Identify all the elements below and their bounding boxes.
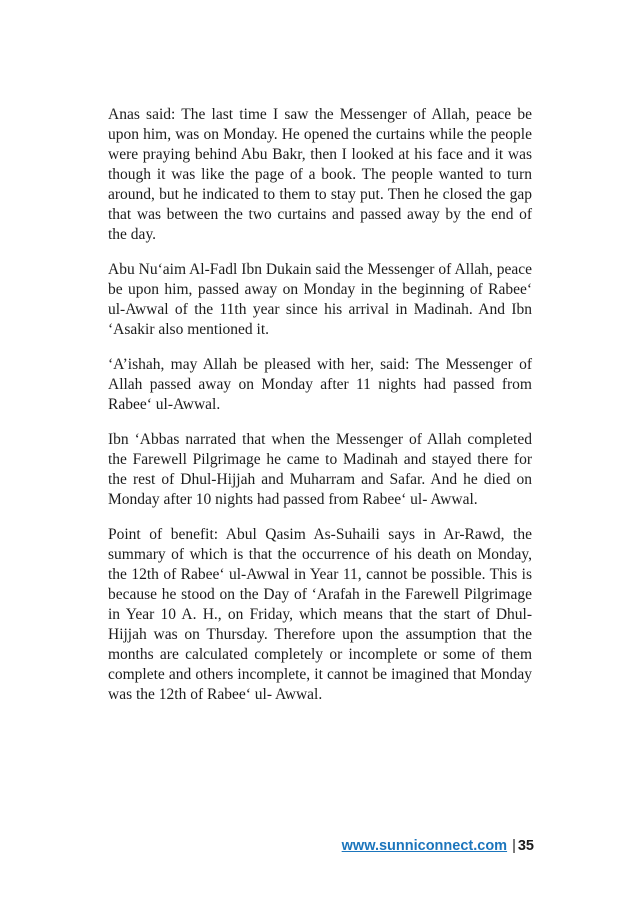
page-number: 35 [517, 838, 534, 854]
paragraph: Ibn ‘Abbas narrated that when the Messenger of Allah completed the Farewell Pilgrimage he came to Madinah and stayed there for the rest of Dhul-Hijjah and Muharram and Safar. And he died on Monday after 10 nights had passed from Rabee‘ ul- Awwal. [108, 431, 532, 508]
paragraph: Point of benefit: Abul Qasim As-Suhaili says in Ar-Rawd, the summary of which is that the occurrence of his death on Monday, the 12th of Rabee‘ ul-Awwal in Year 11, cannot be possible. This is because he stood on the Day of ‘Arafah in the Farewell Pilgrimage in Year 10 A. H., on Friday, which means that the start of Dhul- Hijjah was on Thursday. Therefore upon the assumption that the months are calculated completely or incomplete or some of them complete and others incomplete, it cannot be imagined that Monday was the 12th of Rabee‘ ul- Awwal. [108, 526, 532, 703]
page-footer [342, 838, 534, 854]
paragraph: ‘A’ishah, may Allah be pleased with her, said: The Messenger of Allah passed away on Monday after 11 nights had passed from Rabee‘ ul-Awwal. [108, 356, 532, 413]
footer-separator: | [512, 838, 516, 854]
footer-website-link[interactable]: www.sunniconnect.com [341, 838, 508, 854]
body-text [108, 105, 532, 720]
paragraph: Anas said: The last time I saw the Messenger of Allah, peace be upon him, was on Monday. He opened the curtains while the people were praying behind Abu Bakr, then I looked at his face and it was though it was like the page of a book. The people wanted to turn around, but he indicated to them to stay put. Then he closed the gap that was between the two curtains and passed away by the end of the day. [108, 106, 532, 243]
paragraph: Abu Nu‘aim Al-Fadl Ibn Dukain said the Messenger of Allah, peace be upon him, passed away on Monday in the beginning of Rabee‘ ul-Awwal of the 11th year since his arrival in Madinah. And Ibn ‘Asakir also mentioned it. [108, 261, 532, 338]
